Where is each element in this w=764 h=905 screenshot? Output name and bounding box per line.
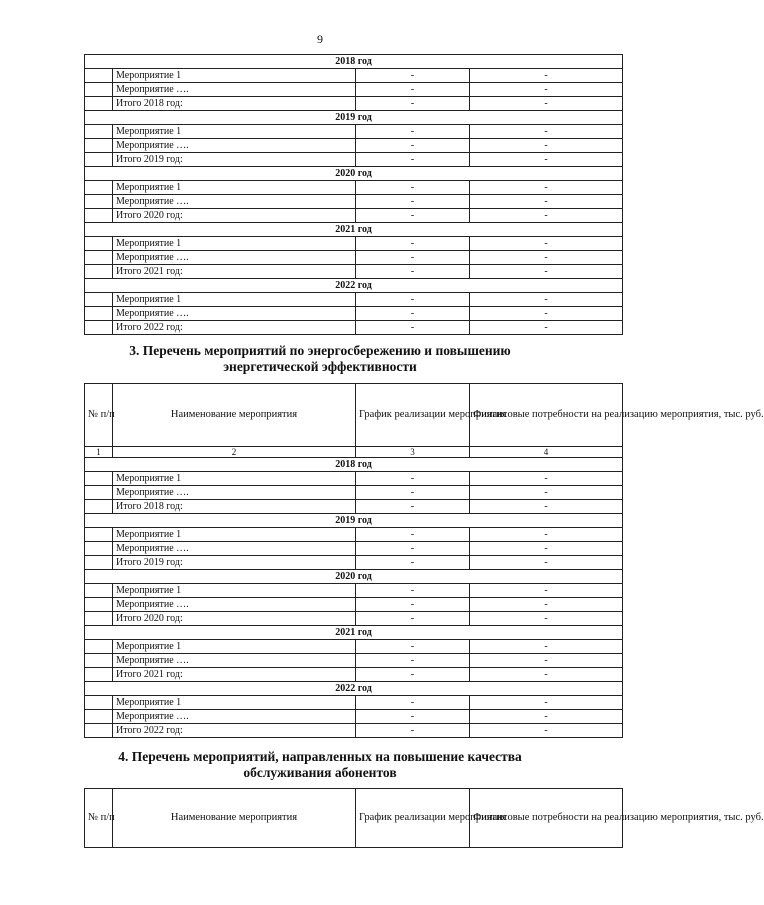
finance-value: -	[470, 209, 623, 223]
activity-name: Мероприятие ….	[113, 83, 356, 97]
table-row	[85, 710, 623, 724]
column-number-2: 2	[113, 447, 356, 458]
finance-value: -	[470, 265, 623, 279]
schedule-value: -	[356, 97, 470, 111]
header-num: № п/п	[85, 384, 113, 447]
year-header-row	[85, 626, 623, 640]
row-number-cell	[85, 125, 113, 139]
finance-value: -	[470, 181, 623, 195]
row-number-cell	[85, 321, 113, 335]
table-row	[85, 83, 623, 97]
finance-value: -	[470, 542, 623, 556]
finance-value: -	[470, 640, 623, 654]
finance-value: -	[470, 528, 623, 542]
column-number-4: 4	[470, 447, 623, 458]
schedule-value: -	[356, 724, 470, 738]
table-row	[85, 307, 623, 321]
schedule-value: -	[356, 83, 470, 97]
year-label: 2022 год	[85, 279, 623, 293]
row-number-cell	[85, 181, 113, 195]
finance-value: -	[470, 321, 623, 335]
activity-name: Мероприятие 1	[113, 528, 356, 542]
total-label: Итого 2020 год:	[113, 612, 356, 626]
activity-name: Мероприятие 1	[113, 237, 356, 251]
table-energy-efficiency	[84, 383, 764, 738]
schedule-value: -	[356, 584, 470, 598]
row-number-cell	[85, 528, 113, 542]
finance-value: -	[470, 710, 623, 724]
table-row	[85, 293, 623, 307]
year-label: 2022 год	[85, 682, 623, 696]
total-label: Итого 2020 год:	[113, 209, 356, 223]
row-number-cell	[85, 195, 113, 209]
table-row	[85, 472, 623, 486]
year-rows	[85, 458, 623, 738]
finance-value: -	[470, 293, 623, 307]
table-row	[85, 486, 623, 500]
finance-value: -	[470, 598, 623, 612]
table-row	[85, 195, 623, 209]
schedule-value: -	[356, 293, 470, 307]
activity-name: Мероприятие ….	[113, 710, 356, 724]
row-number-cell	[85, 293, 113, 307]
finance-value: -	[470, 139, 623, 153]
activity-name: Мероприятие 1	[113, 472, 356, 486]
row-number-cell	[85, 237, 113, 251]
activity-name: Мероприятие 1	[113, 584, 356, 598]
year-label: 2021 год	[85, 223, 623, 237]
schedule-value: -	[356, 500, 470, 514]
year-label: 2020 год	[85, 167, 623, 181]
row-number-cell	[85, 598, 113, 612]
schedule-value: -	[356, 640, 470, 654]
table-row	[85, 125, 623, 139]
schedule-value: -	[356, 265, 470, 279]
row-number-cell	[85, 584, 113, 598]
row-number-cell	[85, 696, 113, 710]
schedule-value: -	[356, 486, 470, 500]
schedule-value: -	[356, 542, 470, 556]
row-number-cell	[85, 668, 113, 682]
schedule-value: -	[356, 69, 470, 83]
header-name: Наименование мероприятия	[113, 789, 356, 848]
table-row	[85, 251, 623, 265]
total-row	[85, 612, 623, 626]
table-row	[85, 528, 623, 542]
schedule-value: -	[356, 237, 470, 251]
year-rows	[85, 55, 623, 335]
row-number-cell	[85, 556, 113, 570]
table-row	[85, 696, 623, 710]
column-number-1: 1	[85, 447, 113, 458]
year-header-row	[85, 682, 623, 696]
schedule-value: -	[356, 251, 470, 265]
page-number: 9	[317, 32, 323, 46]
header-num: № п/п	[85, 789, 113, 848]
section-4-title-line2: обслуживания абонентов	[243, 765, 397, 780]
table-continuation	[84, 54, 623, 335]
schedule-value: -	[356, 556, 470, 570]
row-number-cell	[85, 542, 113, 556]
total-row	[85, 265, 623, 279]
finance-value: -	[470, 125, 623, 139]
finance-value: -	[470, 500, 623, 514]
total-label: Итого 2021 год:	[113, 668, 356, 682]
schedule-value: -	[356, 612, 470, 626]
section-4-title	[0, 749, 640, 781]
section-4-title-line1: 4. Перечень мероприятий, направленных на повышение качества	[118, 749, 522, 764]
year-header-row	[85, 570, 623, 584]
total-row	[85, 153, 623, 167]
finance-value: -	[470, 696, 623, 710]
year-label: 2019 год	[85, 111, 623, 125]
header-schedule: График реализации мероприятия	[356, 384, 470, 447]
activity-name: Мероприятие ….	[113, 195, 356, 209]
total-row	[85, 668, 623, 682]
row-number-cell	[85, 209, 113, 223]
schedule-value: -	[356, 321, 470, 335]
total-row	[85, 500, 623, 514]
finance-value: -	[470, 69, 623, 83]
header-row	[85, 384, 623, 447]
finance-value: -	[470, 668, 623, 682]
finance-value: -	[470, 486, 623, 500]
finance-value: -	[470, 237, 623, 251]
activity-name: Мероприятие 1	[113, 181, 356, 195]
activity-name: Мероприятие ….	[113, 654, 356, 668]
finance-value: -	[470, 654, 623, 668]
row-number-cell	[85, 710, 113, 724]
activity-name: Мероприятие 1	[113, 696, 356, 710]
schedule-value: -	[356, 668, 470, 682]
row-number-cell	[85, 486, 113, 500]
schedule-value: -	[356, 654, 470, 668]
total-label: Итого 2019 год:	[113, 556, 356, 570]
column-number-3: 3	[356, 447, 470, 458]
total-label: Итого 2018 год:	[113, 500, 356, 514]
table-row	[85, 139, 623, 153]
row-number-cell	[85, 472, 113, 486]
section-3-title-line1: 3. Перечень мероприятий по энергосбережению и повышению	[129, 343, 511, 358]
activity-name: Мероприятие 1	[113, 125, 356, 139]
activity-name: Мероприятие ….	[113, 598, 356, 612]
schedule-value: -	[356, 696, 470, 710]
row-number-cell	[85, 500, 113, 514]
total-label: Итого 2018 год:	[113, 97, 356, 111]
activity-name: Мероприятие ….	[113, 139, 356, 153]
finance-value: -	[470, 472, 623, 486]
year-header-row	[85, 514, 623, 528]
row-number-cell	[85, 139, 113, 153]
total-label: Итого 2019 год:	[113, 153, 356, 167]
total-row	[85, 209, 623, 223]
row-number-cell	[85, 153, 113, 167]
schedule-value: -	[356, 307, 470, 321]
table-row	[85, 598, 623, 612]
finance-value: -	[470, 153, 623, 167]
row-number-cell	[85, 612, 113, 626]
table-row	[85, 654, 623, 668]
schedule-value: -	[356, 195, 470, 209]
column-number-row	[85, 447, 623, 458]
year-header-row	[85, 458, 623, 472]
schedule-value: -	[356, 528, 470, 542]
year-label: 2018 год	[85, 55, 623, 69]
total-row	[85, 321, 623, 335]
activity-name: Мероприятие ….	[113, 542, 356, 556]
table-row	[85, 237, 623, 251]
section-3-title-line2: энергетической эффективности	[223, 359, 417, 374]
row-number-cell	[85, 97, 113, 111]
schedule-value: -	[356, 598, 470, 612]
schedule-value: -	[356, 209, 470, 223]
finance-value: -	[470, 251, 623, 265]
table-row	[85, 584, 623, 598]
total-row	[85, 724, 623, 738]
row-number-cell	[85, 724, 113, 738]
activity-name: Мероприятие 1	[113, 640, 356, 654]
year-header-row	[85, 55, 623, 69]
row-number-cell	[85, 640, 113, 654]
activity-name: Мероприятие ….	[113, 251, 356, 265]
finance-value: -	[470, 195, 623, 209]
header-finance: Финансовые потребности на реализацию мероприятия, тыс. руб.	[470, 789, 623, 848]
total-label: Итого 2022 год:	[113, 724, 356, 738]
row-number-cell	[85, 307, 113, 321]
table-row	[85, 181, 623, 195]
activity-name: Мероприятие ….	[113, 486, 356, 500]
row-number-cell	[85, 69, 113, 83]
total-row	[85, 97, 623, 111]
finance-value: -	[470, 612, 623, 626]
year-label: 2018 год	[85, 458, 623, 472]
row-number-cell	[85, 83, 113, 97]
schedule-value: -	[356, 181, 470, 195]
header-name: Наименование мероприятия	[113, 384, 356, 447]
year-header-row	[85, 167, 623, 181]
header-row	[85, 789, 623, 848]
schedule-value: -	[356, 153, 470, 167]
year-label: 2019 год	[85, 514, 623, 528]
schedule-value: -	[356, 125, 470, 139]
finance-value: -	[470, 584, 623, 598]
total-row	[85, 556, 623, 570]
finance-value: -	[470, 724, 623, 738]
row-number-cell	[85, 251, 113, 265]
schedule-value: -	[356, 472, 470, 486]
activity-name: Мероприятие 1	[113, 69, 356, 83]
schedule-value: -	[356, 710, 470, 724]
table-row	[85, 69, 623, 83]
year-header-row	[85, 111, 623, 125]
header-schedule: График реализации мероприятия	[356, 789, 470, 848]
activity-name: Мероприятие 1	[113, 293, 356, 307]
year-header-row	[85, 223, 623, 237]
year-header-row	[85, 279, 623, 293]
activity-name: Мероприятие ….	[113, 307, 356, 321]
table-service-quality	[84, 788, 764, 848]
section-3-title	[0, 343, 640, 375]
header-finance: Финансовые потребности на реализацию мероприятия, тыс. руб.	[470, 384, 623, 447]
total-label: Итого 2022 год:	[113, 321, 356, 335]
finance-value: -	[470, 556, 623, 570]
schedule-value: -	[356, 139, 470, 153]
finance-value: -	[470, 83, 623, 97]
year-label: 2021 год	[85, 626, 623, 640]
row-number-cell	[85, 654, 113, 668]
row-number-cell	[85, 265, 113, 279]
finance-value: -	[470, 97, 623, 111]
table-row	[85, 542, 623, 556]
total-label: Итого 2021 год:	[113, 265, 356, 279]
year-label: 2020 год	[85, 570, 623, 584]
table-row	[85, 640, 623, 654]
finance-value: -	[470, 307, 623, 321]
